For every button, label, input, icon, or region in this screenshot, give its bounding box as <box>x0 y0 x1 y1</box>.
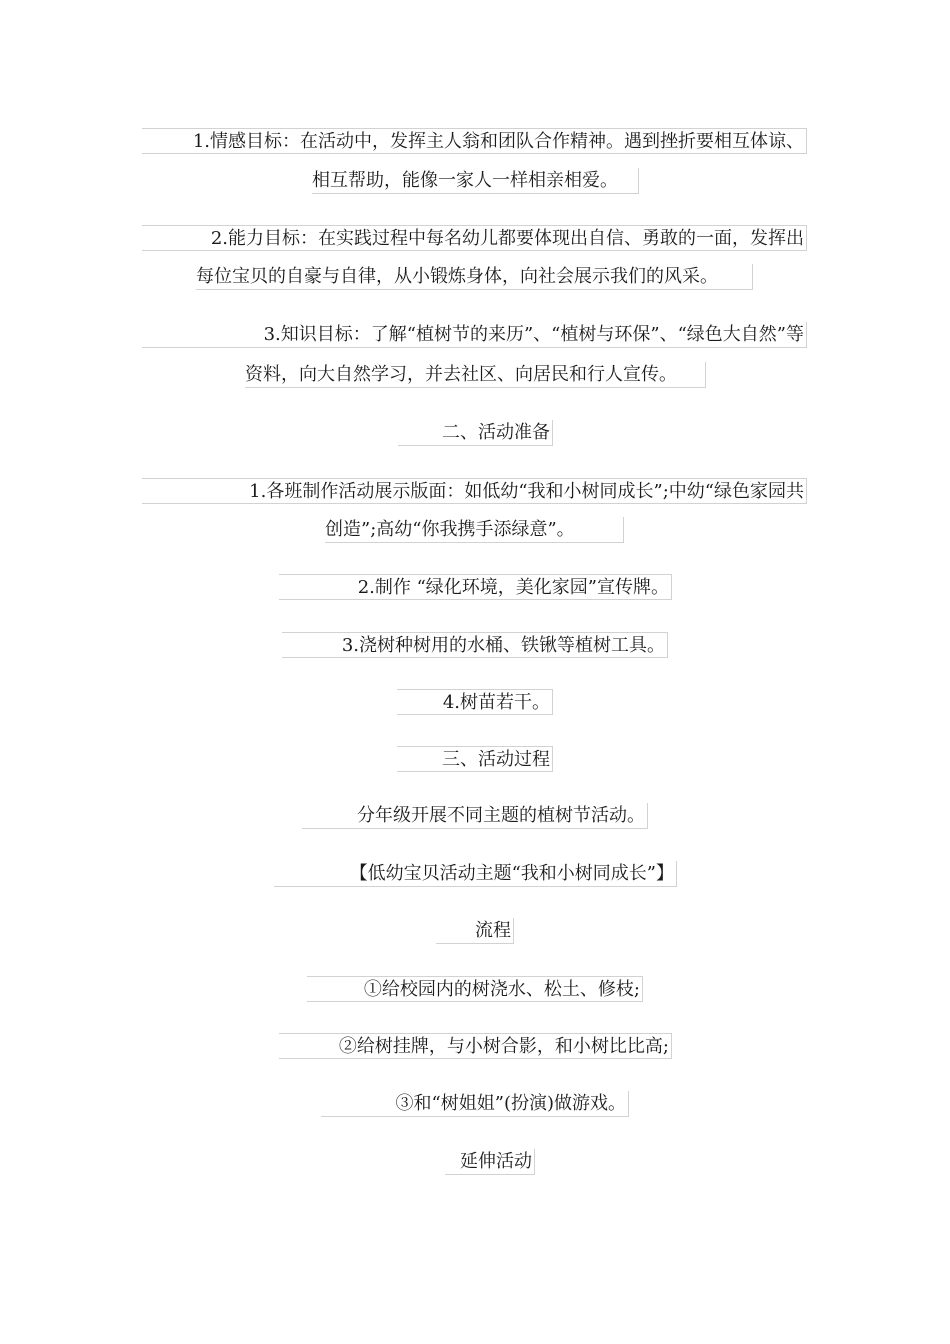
process-heading-text: 三、活动过程 <box>442 749 550 770</box>
flow-step-1 <box>307 976 643 1002</box>
flow-step-2-text: ②给树挂牌，与小树合影，和小树比比高; <box>338 1036 669 1057</box>
junior-activity-theme-text: 【低幼宝贝活动主题“我和小树同成长”】 <box>349 863 674 884</box>
preparation-item-1-text-2: 创造”;高幼“你我携手添绿意”。 <box>325 519 575 540</box>
process-intro <box>302 803 648 829</box>
section-process-heading <box>397 746 553 772</box>
objective-emotion-text-1: 1.情感目标：在活动中，发挥主人翁和团队合作精神。遇到挫折要相互体谅、 <box>192 131 804 152</box>
objective-ability-text-2: 每位宝贝的自豪与自律，从小锻炼身体，向社会展示我们的风采。 <box>196 266 718 287</box>
objective-knowledge-text-1: 3.知识目标：了解“植树节的来历”、“植树与环保”、“绿色大自然”等 <box>263 324 804 345</box>
objective-ability-text-1: 2.能力目标：在实践过程中每名幼儿都要体现出自信、勇敢的一面，发挥出 <box>210 228 804 249</box>
preparation-item-3-text: 3.浇树种树用的水桶、铁锹等植树工具。 <box>341 635 665 656</box>
flow-step-2 <box>279 1033 672 1059</box>
junior-activity-theme <box>274 861 677 887</box>
preparation-item-2 <box>279 574 672 600</box>
objective-emotion-text-2: 相互帮助，能像一家人一样相亲相爱。 <box>312 170 618 191</box>
objective-ability-line-2 <box>196 264 753 290</box>
flow-label <box>436 918 514 944</box>
objective-knowledge-line-1 <box>142 322 807 348</box>
objective-knowledge-line-2 <box>245 362 706 388</box>
preparation-item-1-line-1 <box>142 478 807 504</box>
extension-activity-label <box>445 1149 535 1175</box>
extension-activity-label-text: 延伸活动 <box>460 1151 532 1172</box>
objective-knowledge-text-2: 资料，向大自然学习，并去社区、向居民和行人宣传。 <box>245 364 677 385</box>
objective-emotion-line-1 <box>142 128 807 154</box>
flow-label-text: 流程 <box>475 920 511 941</box>
flow-step-3-text: ③和“树姐姐”(扮演)做游戏。 <box>395 1093 626 1114</box>
flow-step-3 <box>321 1091 629 1117</box>
process-intro-text: 分年级开展不同主题的植树节活动。 <box>357 805 645 826</box>
preparation-item-2-text: 2.制作 “绿化环境，美化家园”宣传牌。 <box>357 577 669 598</box>
section-preparation-heading <box>398 420 553 446</box>
flow-step-1-text: ①给校园内的树浇水、松土、修枝; <box>363 979 640 1000</box>
preparation-item-3 <box>282 632 668 658</box>
preparation-item-4-text: 4.树苗若干。 <box>442 692 550 713</box>
preparation-heading-text: 二、活动准备 <box>442 422 550 443</box>
preparation-item-1-text-1: 1.各班制作活动展示版面：如低幼“我和小树同成长”;中幼“绿色家园共 <box>249 481 804 502</box>
preparation-item-1-line-2 <box>325 517 624 543</box>
objective-emotion-line-2 <box>312 168 639 194</box>
objective-ability-line-1 <box>142 225 807 251</box>
preparation-item-4 <box>397 689 553 715</box>
